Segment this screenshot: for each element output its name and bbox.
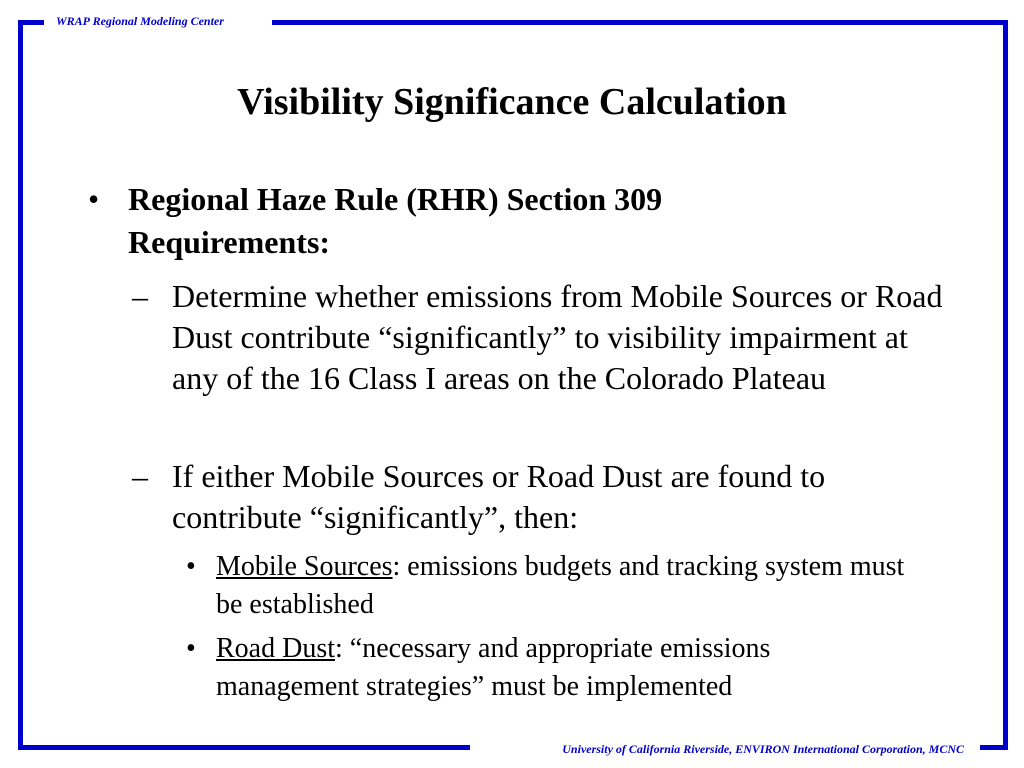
term-mobile-sources: Mobile Sources <box>216 551 393 582</box>
road-dust-description: : “necessary and appropriate emissions management strategies” must be implemented <box>216 633 771 702</box>
bullet-level1 <box>88 178 828 264</box>
bullet-marker: • <box>186 551 196 582</box>
subbullet-determine <box>132 276 952 399</box>
frame-left <box>18 20 23 750</box>
subsubbullet-road-dust-text <box>216 630 906 706</box>
frame-bottom-right <box>980 745 1008 750</box>
frame-top-right <box>272 20 1008 25</box>
footer-credits: University of California Riverside, ENVIRON International Corporation, MCNC <box>562 742 964 756</box>
frame-bottom-left <box>18 745 470 750</box>
dash-marker: – <box>132 278 148 314</box>
slide-title: Visibility Significance Calculation <box>237 81 787 123</box>
bullet-level1-text: Regional Haze Rule (RHR) Section 309 Requirements: <box>128 181 663 260</box>
frame-right <box>1003 20 1008 750</box>
header-org-label: WRAP Regional Modeling Center <box>56 14 224 28</box>
subbullet-determine-text: Determine whether emissions from Mobile Sources or Road Dust contribute “significantly” to visibility impairment at any of the 16 Class I areas on the Colorado Plateau <box>172 278 943 396</box>
bullet-marker: • <box>186 633 196 664</box>
dash-marker: – <box>132 458 148 494</box>
mobile-sources-description: : emissions budgets and tracking system must be established <box>216 551 905 620</box>
term-road-dust: Road Dust <box>216 633 335 664</box>
subsubbullet-road-dust <box>186 630 906 706</box>
subbullet-if-either <box>132 456 952 538</box>
bullet-marker: • <box>88 181 100 217</box>
subsubbullet-mobile-sources <box>186 548 906 624</box>
subbullet-if-either-text: If either Mobile Sources or Road Dust are found to contribute “significantly”, then: <box>172 458 826 535</box>
subsubbullet-mobile-sources-text <box>216 548 906 624</box>
